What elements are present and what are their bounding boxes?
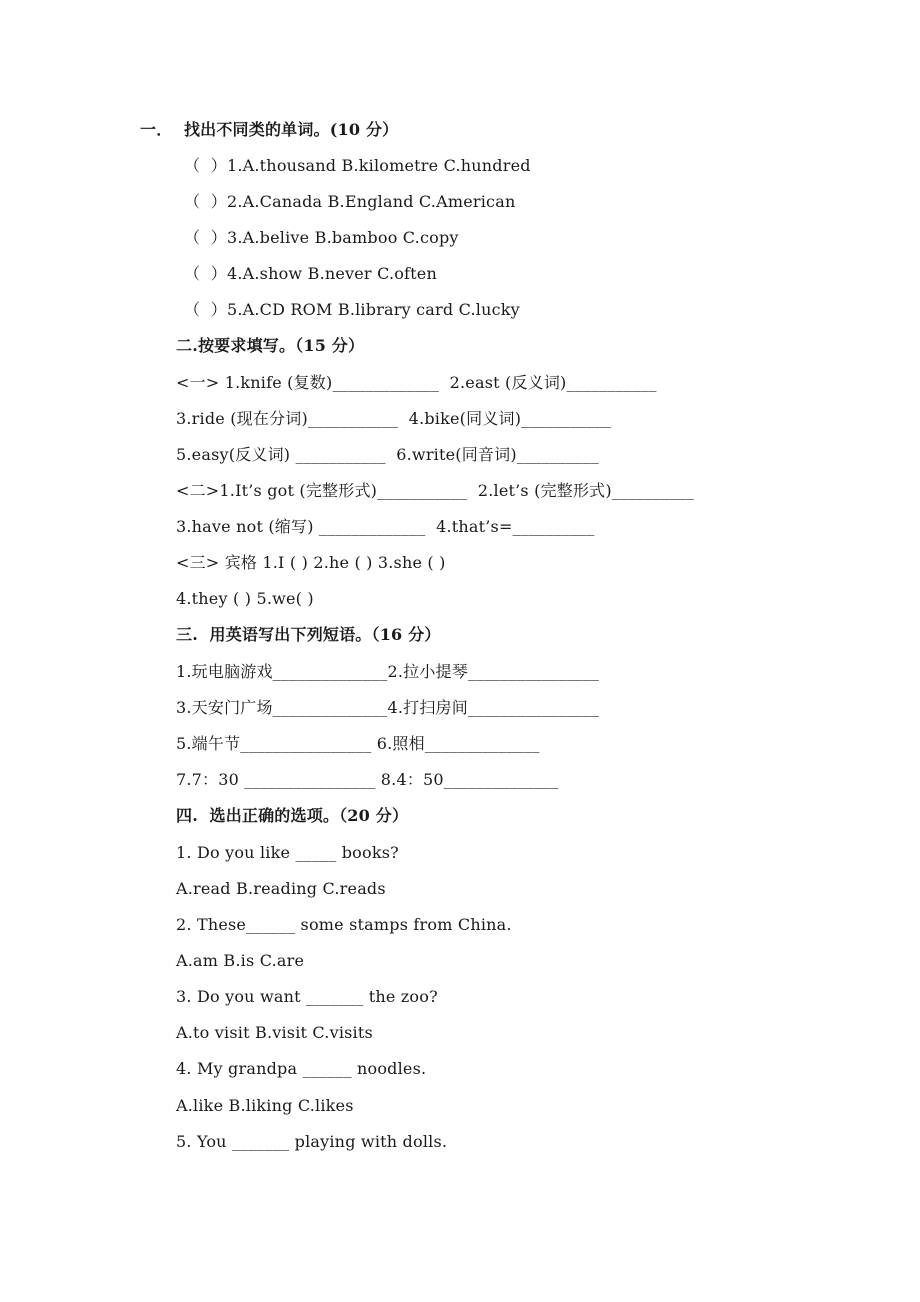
section2-line-4: <二>1.It’s got (完整形式)___________ 2.let’s (完整形式)__________: [176, 481, 694, 500]
section4-line-6: A.to visit B.visit C.visits: [176, 1023, 373, 1042]
section4-line-9: 5. You _______ playing with dolls.: [176, 1132, 448, 1151]
section4-line-5: 3. Do you want _______ the zoo?: [176, 987, 438, 1006]
section4-line-1: 1. Do you like _____ books?: [176, 843, 399, 862]
section2-line-1: <一> 1.knife (复数)_____________ 2.east (反义词)___________: [176, 373, 657, 392]
section1-item-3: （ ）3.A.belive B.bamboo C.copy: [184, 228, 459, 247]
section1-item-2: （ ）2.A.Canada B.England C.American: [184, 192, 516, 211]
section1-item-1: （ ）1.A.thousand B.kilometre C.hundred: [184, 156, 531, 175]
section4-line-2: A.read B.reading C.reads: [176, 879, 386, 898]
section4-line-8: A.like B.liking C.likes: [176, 1096, 354, 1115]
section1-item-5: （ ）5.A.CD ROM B.library card C.lucky: [184, 300, 520, 319]
section2-line-7: 4.they ( ) 5.we( ): [176, 589, 314, 608]
section3-line-4: 7.7：30 ________________ 8.4：50______________: [176, 770, 559, 789]
section4-line-3: 2. These______ some stamps from China.: [176, 915, 512, 934]
section3-line-1: 1.玩电脑游戏______________2.拉小提琴________________: [176, 662, 600, 681]
section3-line-3: 5.端午节________________ 6.照相______________: [176, 734, 540, 753]
section2-title: 二.按要求填写。（15 分）: [176, 336, 365, 355]
section1-title: 一． 找出不同类的单词。(10 分）: [140, 120, 399, 139]
section2-line-5: 3.have not (缩写) _____________ 4.that’s=__________: [176, 517, 595, 536]
section4-title: 四. 选出正确的选项。（20 分）: [176, 806, 409, 825]
section2-line-2: 3.ride (现在分词)___________ 4.bike(同义词)___________: [176, 409, 612, 428]
section2-line-6: <三> 宾格 1.I ( ) 2.he ( ) 3.she ( ): [176, 553, 446, 572]
section4-line-7: 4. My grandpa ______ noodles.: [176, 1059, 427, 1078]
section2-line-3: 5.easy(反义词) ___________ 6.write(同音词)__________: [176, 445, 599, 464]
section4-line-4: A.am B.is C.are: [176, 951, 305, 970]
section3-title: 三. 用英语写出下列短语。（16 分）: [176, 625, 441, 644]
section1-item-4: （ ）4.A.show B.never C.often: [184, 264, 437, 283]
section3-line-2: 3.天安门广场______________4.打扫房间________________: [176, 698, 600, 717]
